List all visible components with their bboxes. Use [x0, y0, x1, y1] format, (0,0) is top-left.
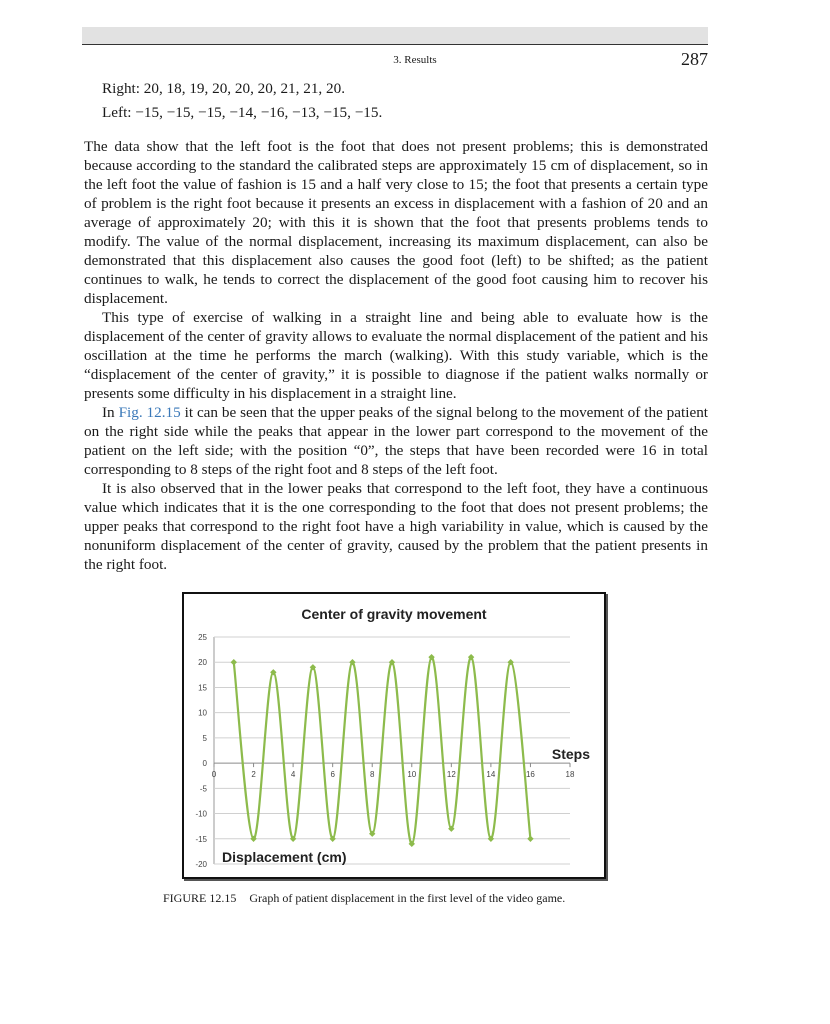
- y-tick-label: -20: [195, 860, 207, 869]
- paragraph-1: The data show that the left foot is the foot that does not present problems; this is demonstrated because according to the standard the calibrated steps are approximately 15 cm of displacement, so in the left foot the value of fashion is 15 and a half very close to 15; the foot that presents a certain type of problem is the right foot because it presents an excess in displacement with a fashion of 20 and an average of approximately 20; with this it is shown that the foot that presents problems tends to modify. The value of the normal displacement, increasing its maximum displacement, can also be demonstrated that this displacement also causes the good foot (left) to be shifted; as the patient continues to walk, he tends to correct the displacement of the good foot causing him to recover his displacement.: [84, 138, 708, 307]
- x-axis-label: Steps: [551, 746, 590, 762]
- x-tick-label: 8: [369, 770, 375, 780]
- x-tick-label: 4: [290, 770, 296, 780]
- y-tick-label: 10: [198, 708, 207, 718]
- running-head: 3. Results: [393, 54, 437, 66]
- x-tick-label: 10: [407, 770, 417, 780]
- figure-link[interactable]: Fig. 12.15: [118, 404, 181, 421]
- data-point-marker: [231, 659, 237, 665]
- paragraph-3-rest: it can be seen that the upper peaks of the signal belong to the movement of the patient on the right side while the peaks that appear in the lower part correspond to the movement of the patient on the left side; with the position “0”, the steps that have been recorded were 16 in total corresponding to 8 steps of the right foot and 8 steps of the left foot.: [84, 404, 709, 478]
- data-point-marker: [310, 664, 316, 670]
- y-tick-label: 20: [198, 658, 207, 668]
- grid-lines: [211, 637, 570, 864]
- data-point-marker: [448, 825, 454, 831]
- header-bar: [82, 27, 708, 45]
- displacement-chart: [184, 594, 604, 877]
- y-tick-labels: [195, 633, 207, 869]
- x-tick-label: 14: [486, 770, 496, 780]
- caption-text: Graph of patient displacement in the first level of the video game.: [249, 891, 566, 905]
- x-tick-label: 18: [565, 770, 575, 780]
- data-point-marker: [369, 831, 375, 837]
- figure-caption: [163, 891, 565, 906]
- paragraph-2: This type of exercise of walking in a straight line and being able to evaluate how is the displacement of the center of gravity allows to evaluate the normal displacement of the patient and his oscillation at the time he performs the march (walking). With this study variable, which is the “displacement of the center of gravity,” it is possible to diagnose if the patient walks normally or presents some difficulty in his displacement in a straight line.: [84, 309, 708, 402]
- paragraph-3-prefix: In: [102, 404, 119, 421]
- x-tick-labels: [212, 770, 575, 779]
- chart-frame: [182, 592, 606, 879]
- data-point-marker: [527, 836, 533, 842]
- series-line: [234, 657, 531, 844]
- paragraph-4: It is also observed that in the lower peaks that correspond to the left foot, they have a continuous value which indicates that it is the one corresponding to the foot that does not present problems; the upper peaks that correspond to the right foot have a high variability in value, which is caused by the nonuniform displacement of the center of gravity, caused by the problem that the patient presents in the right foot.: [84, 480, 708, 573]
- y-tick-label: 15: [198, 683, 207, 693]
- y-tick-label: -10: [195, 809, 207, 819]
- left-foot-data: Left: −15, −15, −15, −14, −16, −13, −15, −15.: [102, 104, 383, 121]
- x-tick-label: 6: [330, 770, 335, 780]
- caption-label: FIGURE 12.15: [163, 891, 237, 905]
- series-line-path: [234, 657, 531, 844]
- y-axis-label: Displacement (cm): [222, 849, 347, 865]
- x-tick-label: 16: [525, 770, 535, 780]
- x-tick-label: 0: [211, 770, 217, 780]
- y-tick-label: -15: [195, 834, 207, 844]
- page-number: 287: [681, 49, 708, 69]
- data-point-marker: [270, 669, 276, 675]
- x-tick-label: 12: [446, 770, 456, 780]
- y-tick-label: 25: [198, 633, 207, 642]
- y-tick-label: 0: [202, 759, 207, 769]
- chart-title: Center of gravity movement: [301, 606, 487, 622]
- right-foot-data: Right: 20, 18, 19, 20, 20, 20, 21, 21, 20.: [102, 80, 346, 97]
- y-tick-label: 5: [202, 733, 207, 743]
- y-tick-label: -5: [199, 784, 207, 794]
- x-tick-label: 2: [251, 770, 256, 780]
- paragraph-3: [84, 403, 708, 479]
- body-text: [84, 137, 708, 574]
